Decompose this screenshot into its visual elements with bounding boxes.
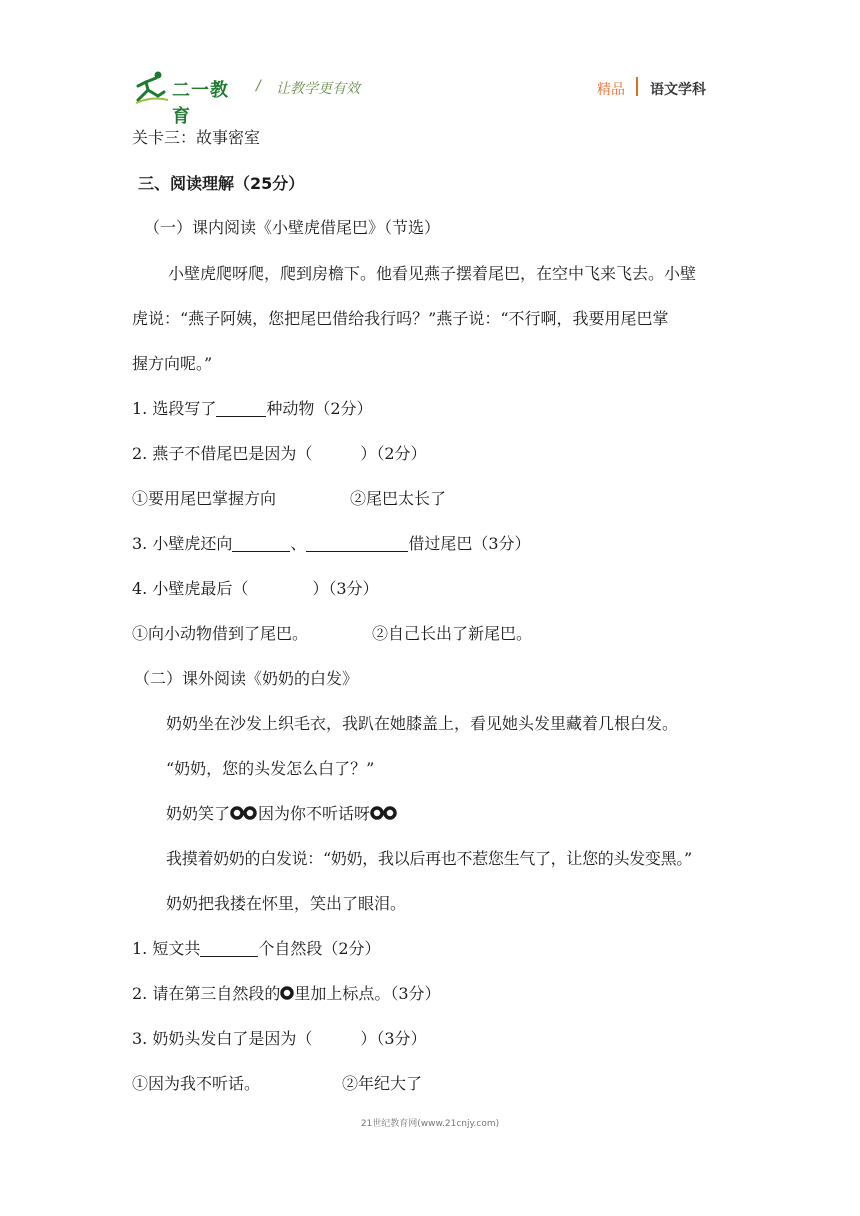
- subject-tag: 语文学科: [650, 82, 706, 98]
- part1-passage-line-3: 握方向呢。”: [132, 354, 213, 373]
- question-text: 2. 请在第三自然段的: [132, 984, 281, 1003]
- question-text: 个自然段（2分）: [258, 939, 381, 958]
- part2-question-1: [132, 939, 381, 959]
- runner-logo-icon: [134, 70, 170, 104]
- part1-passage-line-1: 小壁虎爬呀爬，爬到房檐下。他看见燕子摆着尾巴，在空中飞来飞去。小壁: [168, 264, 697, 283]
- answer-blank[interactable]: [200, 940, 258, 957]
- part1-q2-option-2: ②尾巴太长了: [350, 489, 447, 508]
- part1-question-3: [132, 534, 531, 554]
- brand-logo: [134, 70, 246, 127]
- paragraph-text: 奶奶笑了: [166, 804, 231, 823]
- slogan-separator: /: [256, 78, 261, 94]
- part1-question-2: 2. 燕子不借尾巴是因为（ ）（2分）: [132, 444, 427, 463]
- quality-tag: 精品: [597, 82, 625, 98]
- question-text: 借过尾巴（3分）: [408, 534, 531, 553]
- part1-question-1: [132, 399, 373, 419]
- header-divider: [636, 77, 638, 96]
- part2-paragraph-3: [166, 804, 398, 824]
- part1-q2-option-1: ①要用尾巴掌握方向: [132, 489, 277, 508]
- question-text: 3. 小壁虎还向: [132, 534, 233, 553]
- part2-paragraph-5: 奶奶把我搂在怀里，笑出了眼泪。: [166, 894, 407, 913]
- part1-q4-option-1: ①向小动物借到了尾巴。: [132, 624, 309, 643]
- punctuation-circle-icon: [370, 806, 398, 820]
- part1-question-4: 4. 小壁虎最后（ ）（3分）: [132, 579, 379, 598]
- part2-paragraph-4: 我摸着奶奶的白发说：“奶奶，我以后再也不惹您生气了，让您的头发变黑。”: [166, 849, 692, 868]
- part2-q3-option-1: ①因为我不听话。: [132, 1074, 261, 1093]
- part2-paragraph-1: 奶奶坐在沙发上织毛衣，我趴在她膝盖上，看见她头发里藏着几根白发。: [166, 714, 679, 733]
- question-text: 种动物（2分）: [266, 399, 373, 418]
- answer-blank[interactable]: [232, 535, 290, 552]
- question-text: 1. 短文共: [132, 939, 201, 958]
- answer-blank[interactable]: [306, 535, 408, 552]
- part2-paragraph-2: “奶奶，您的头发怎么白了？”: [166, 759, 375, 778]
- slogan: 让教学更有效: [276, 81, 360, 97]
- part1-title: （一）课内阅读《小壁虎借尾巴》（节选）: [144, 218, 441, 237]
- part1-passage-line-2: 虎说：“燕子阿姨，您把尾巴借给我行吗？”燕子说：“不行啊，我要用尾巴掌: [132, 309, 669, 328]
- question-text: 1. 选段写了: [132, 399, 217, 418]
- part2-question-2: [132, 984, 441, 1004]
- page-footer: 21世纪教育网(www.21cnjy.com): [360, 1119, 500, 1129]
- part2-question-3: 3. 奶奶头发白了是因为（ ）（3分）: [132, 1029, 427, 1048]
- punctuation-circle-icon: [230, 806, 258, 820]
- section-title: 三、阅读理解（25分）: [138, 174, 305, 193]
- paragraph-text: 因为你不听话呀: [258, 804, 371, 823]
- part1-q4-option-2: ②自己长出了新尾巴。: [372, 624, 533, 643]
- question-text: 里加上标点。（3分）: [294, 984, 441, 1003]
- part2-q3-option-2: ②年纪大了: [342, 1074, 423, 1093]
- punctuation-circle-icon: [280, 986, 294, 1000]
- page-header: [0, 0, 860, 127]
- logo-text: 二一教育: [172, 80, 229, 127]
- answer-blank[interactable]: [216, 400, 266, 417]
- part2-title: （二）课外阅读《奶奶的白发》: [134, 669, 359, 688]
- question-text: 、: [290, 534, 307, 553]
- stage-title: 关卡三：故事密室: [132, 128, 261, 147]
